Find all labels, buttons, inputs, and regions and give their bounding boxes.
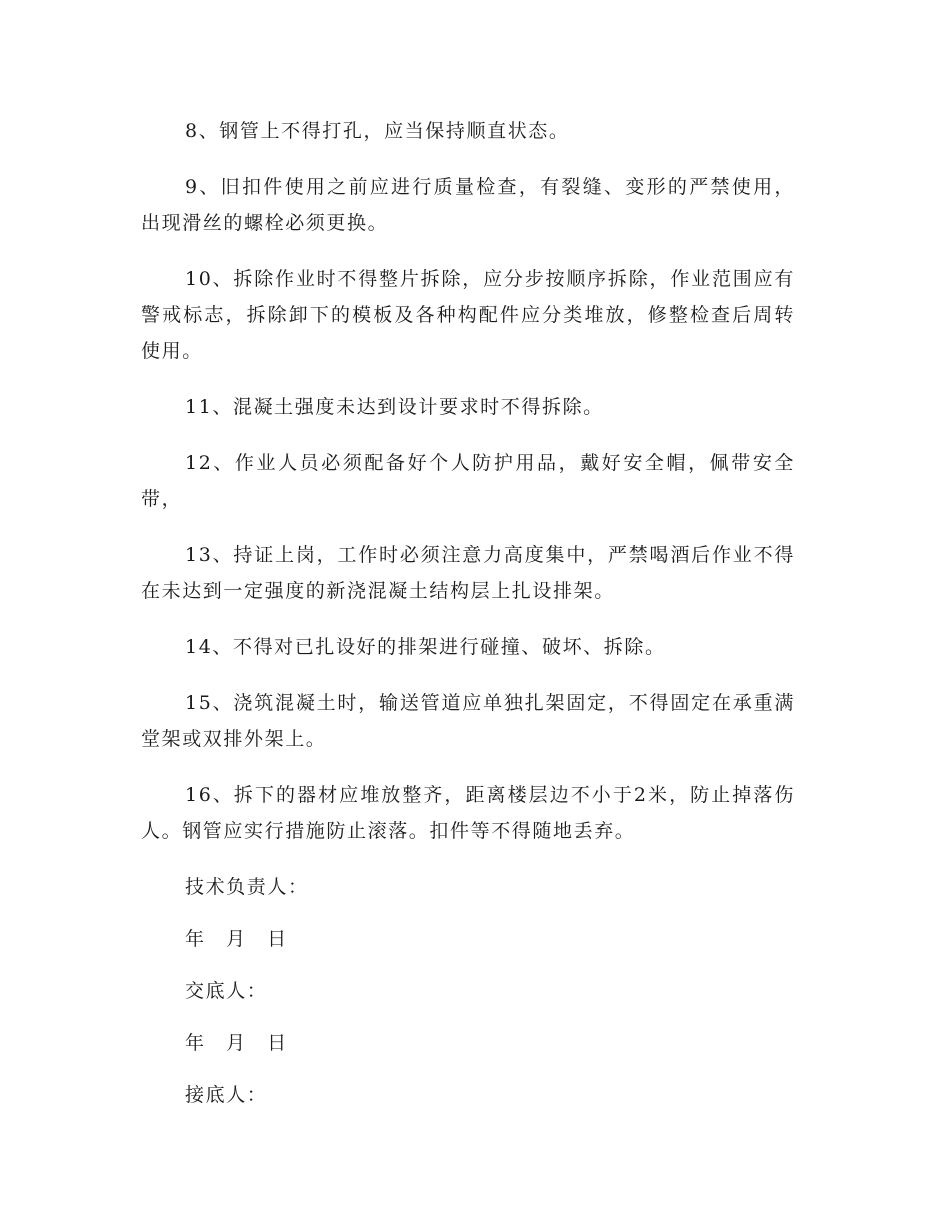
date-year: 年: [185, 1032, 205, 1054]
discloser-label: 交底人：: [185, 980, 268, 1002]
date-day: 日: [267, 1032, 287, 1054]
date-day: 日: [267, 928, 287, 950]
tech-lead-label: 技术负责人：: [185, 876, 309, 898]
date-month: 月: [226, 1032, 246, 1054]
clause-10: 10、拆除作业时不得整片拆除，应分步按顺序拆除，作业范围应有警戒标志，拆除卸下的模板及各种构配件应分类堆放，修整检查后周转使用。: [141, 268, 795, 362]
date-month: 月: [226, 928, 246, 950]
clause-8: 8、钢管上不得打孔，应当保持顺直状态。: [185, 120, 570, 142]
clause-14: 14、不得对已扎设好的排架进行碰撞、破坏、拆除。: [185, 636, 666, 658]
date-line-2: [141, 1025, 795, 1061]
clause-15: 15、浇筑混凝土时，输送管道应单独扎架固定，不得固定在承重满堂架或双排外架上。: [141, 692, 795, 750]
date-year: 年: [185, 928, 205, 950]
date-line-1: [141, 921, 795, 957]
clause-11: 11、混凝土强度未达到设计要求时不得拆除。: [185, 396, 604, 418]
receiver-label: 接底人：: [185, 1084, 268, 1106]
clause-9: 9、旧扣件使用之前应进行质量检查，有裂缝、变形的严禁使用，出现滑丝的螺栓必须更换。: [141, 176, 795, 234]
clause-16: 16、拆下的器材应堆放整齐，距离楼层边不小于2米，防止掉落伤人。钢管应实行措施防止滚落。扣件等不得随地丢弃。: [141, 784, 795, 842]
clause-12: 12、作业人员必须配备好个人防护用品，戴好安全帽，佩带安全带，: [141, 452, 795, 510]
clause-13: 13、持证上岗，工作时必须注意力高度集中，严禁喝酒后作业不得在未达到一定强度的新浇混凝土结构层上扎设排架。: [141, 544, 795, 602]
